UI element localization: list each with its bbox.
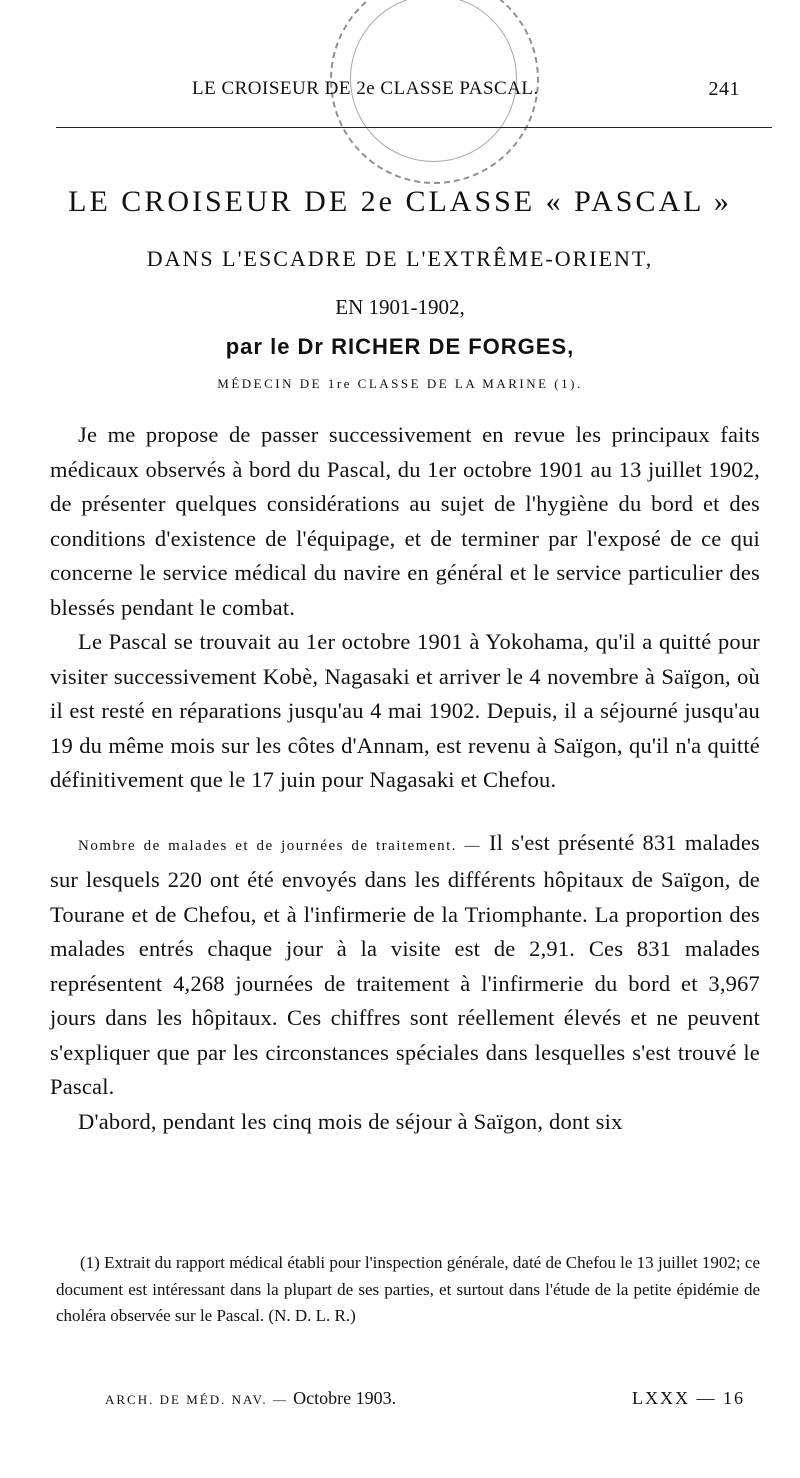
paragraph-1: Je me propose de passer successivement en revue les principaux faits médicaux observés à bord du Pascal, du 1er octobre 1901 au 13 juillet 1902, de présenter quelques considérations au sujet de l'hygiène du bord et des conditions d'existence de l'équipage, et de terminer par l'exposé de ce qui concerne le service médical du navire en général et le service particulier des blessés pendant le combat. xyxy=(50,422,760,620)
article-author: par le Dr RICHER DE FORGES, xyxy=(225,334,575,359)
footnote xyxy=(56,1250,760,1330)
author-role: MÉDECIN DE 1re CLASSE DE LA MARINE (1). xyxy=(217,376,583,391)
section-heading: Nombre de malades et de journées de traitement. — xyxy=(78,837,481,854)
header-rule xyxy=(56,127,772,128)
page-footer xyxy=(105,1388,745,1416)
paragraph-3-text: Il s'est présenté 831 malades sur lesquels 220 ont été envoyés dans les différents hôpitaux de Saïgon, de Tourane et de Chefou, et à l'infirmerie de la Triomphante. La proportion des malades entrés chaque jour à la visite est de 2,91. Ces 831 malades représentent 4,268 journées de traitement à l'infirmerie du bord et 3,967 jours dans les hôpitaux. Ces chiffres sont réellement élevés et ne peuvent s'expliquer que par les circonstances spéciales dans lesquelles s'est trouvé le Pascal. xyxy=(50,829,761,1099)
article-body xyxy=(50,418,760,1139)
paragraph-3 xyxy=(50,826,760,1105)
paragraph-4: D'abord, pendant les cinq mois de séjour à Saïgon, dont six xyxy=(78,1108,623,1134)
article-title-block xyxy=(0,182,800,396)
running-head-title: LE CROISEUR DE 2e CLASSE PASCAL. xyxy=(192,78,539,99)
article-years: EN 1901-1902, xyxy=(335,295,465,319)
article-title: LE CROISEUR DE 2e CLASSE « PASCAL » xyxy=(68,185,732,218)
footer-date: Octobre 1903. xyxy=(293,1388,397,1408)
running-head xyxy=(60,70,740,110)
footer-journal-text: ARCH. DE MÉD. NAV. — xyxy=(105,1392,288,1407)
footer-signature: LXXX — 16 xyxy=(632,1388,745,1408)
page-number: 241 xyxy=(708,78,740,100)
footer-journal xyxy=(105,1388,396,1409)
footnote-text: (1) Extrait du rapport médical établi pour l'inspection générale, daté de Chefou le 13 juillet 1902; ce document est intéressant dans la plupart de ses parties, et surtout dans l'étude de la petite épidémie de choléra observée sur le Pascal. (N. D. L. R.) xyxy=(56,1253,760,1325)
article-subtitle: DANS L'ESCADRE DE L'EXTRÊME-ORIENT, xyxy=(146,246,654,271)
paragraph-2: Le Pascal se trouvait au 1er octobre 1901 à Yokohama, qu'il a quitté pour visiter successivement Kobè, Nagasaki et arriver le 4 novembre à Saïgon, où il est resté en réparations jusqu'au 4 mai 1902. Depuis, il a séjourné jusqu'au 19 du même mois sur les côtes d'Annam, est revenu à Saïgon, qu'il n'a quitté définitivement que le 17 juin pour Nagasaki et Chefou. xyxy=(50,629,760,792)
